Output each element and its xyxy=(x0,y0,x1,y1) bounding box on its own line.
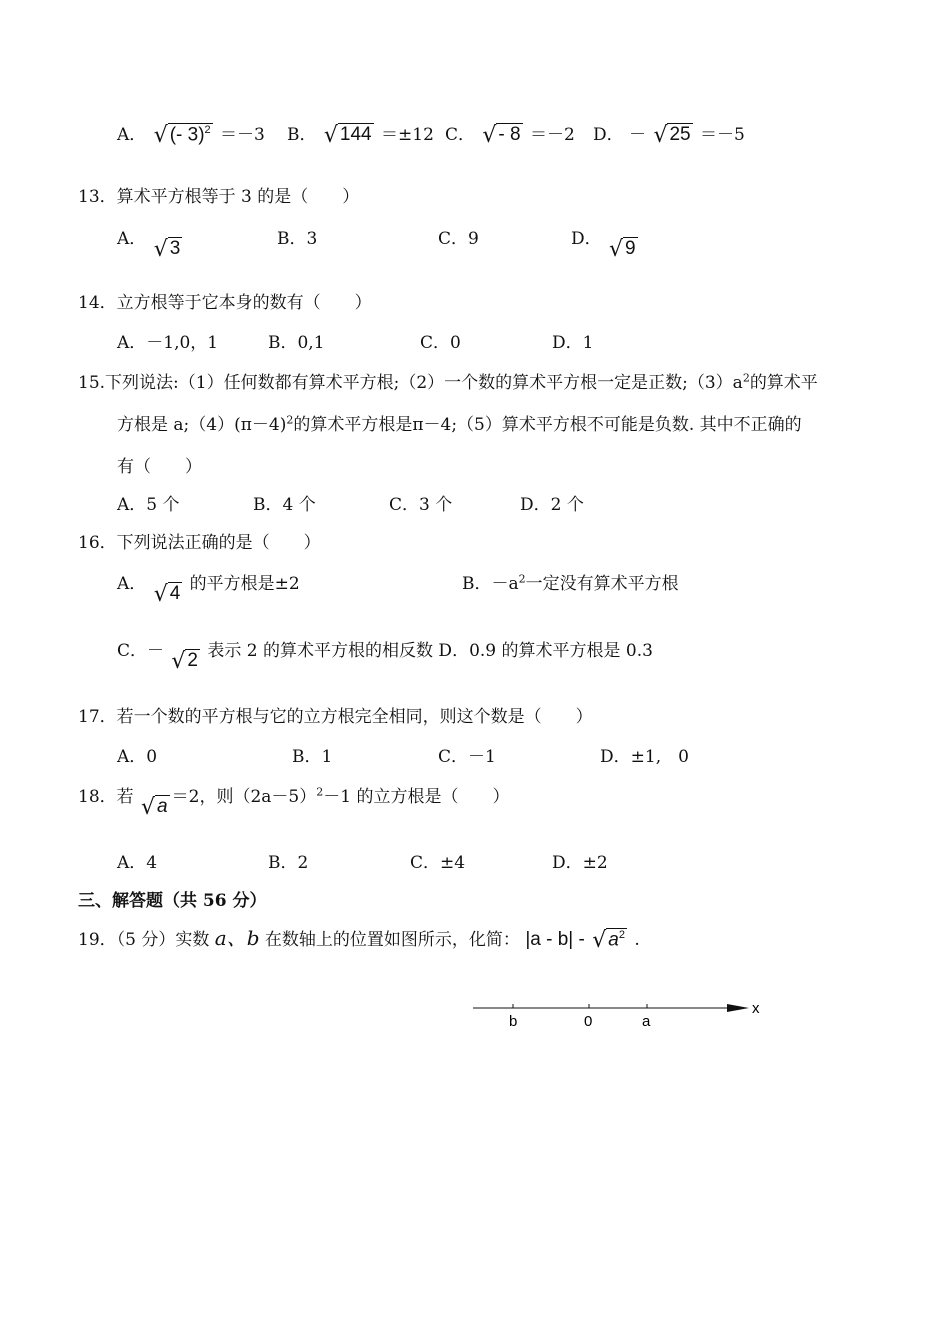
q15-option-a: A．5 个 xyxy=(117,495,180,515)
superscript: 2 xyxy=(742,371,750,385)
q12-options xyxy=(117,120,265,146)
q17-option-a: A．0 xyxy=(117,747,158,767)
question-text: 立方根等于它本身的数有（ ） xyxy=(116,293,372,313)
radicand: 3 xyxy=(169,238,181,259)
q13-option-d-radical xyxy=(609,237,638,260)
q13-option-b: B．3 xyxy=(277,229,318,249)
rest: ＝－5 xyxy=(700,125,745,145)
question-text: 下列说法正确的是（ ） xyxy=(116,533,321,553)
q12-option-a-radical xyxy=(154,123,213,146)
q16-option-a xyxy=(117,569,300,604)
text-end: 的算术平 xyxy=(749,373,818,393)
superscript: 2 xyxy=(518,572,526,586)
q17-option-d: D．±1, 0 xyxy=(600,747,689,767)
q14-stem xyxy=(78,288,372,313)
label-b: b xyxy=(509,1013,518,1030)
q16-option-a-radical xyxy=(154,582,183,605)
q17-option-c: C．－1 xyxy=(438,747,496,767)
q14-option-d: D．1 xyxy=(552,333,594,353)
prefix: 若 xyxy=(116,787,134,807)
q19-stem xyxy=(78,922,640,951)
question-number: 15. xyxy=(78,373,106,393)
question-number: 18． xyxy=(78,787,117,807)
q12-option-a-rest: ＝－3 xyxy=(220,125,265,145)
radicand: 25 xyxy=(669,124,691,145)
exponent: 2 xyxy=(204,123,211,136)
radicand: 9 xyxy=(625,238,636,259)
text: 下列说法:（1）任何数都有算术平方根;（2）一个数的算术平方根一定是正数;（3）a xyxy=(105,373,743,393)
q18-option-a: A．4 xyxy=(117,853,158,873)
radicand: (- 3) xyxy=(169,124,205,145)
label: D． xyxy=(593,125,624,145)
q18-stem xyxy=(78,782,510,817)
q14-option-b: B．0,1 xyxy=(268,333,325,353)
q19-radical xyxy=(592,928,627,951)
superscript: 2 xyxy=(286,413,294,427)
label: C．－ xyxy=(117,641,165,661)
exponent: 2 xyxy=(618,928,625,941)
text: 方根是 a;（4）(π－4) xyxy=(117,415,287,435)
q15-option-b: B．4 个 xyxy=(253,495,316,515)
q16-option-c xyxy=(117,636,653,671)
q18-option-b: B．2 xyxy=(268,853,309,873)
section-title: 三、解答题（共 56 分） xyxy=(78,891,267,911)
q13-stem xyxy=(78,182,359,207)
radicand: a xyxy=(608,929,619,950)
q15-line2 xyxy=(117,410,802,435)
radicand: - 8 xyxy=(498,124,521,145)
q14-option-c: C．0 xyxy=(420,333,461,353)
rest: －1 的立方根是（ ） xyxy=(323,787,510,807)
q15-option-d: D．2 个 xyxy=(520,495,584,515)
prefix: － xyxy=(629,125,647,145)
q18-option-d: D．±2 xyxy=(552,853,608,873)
q13-option-d xyxy=(571,224,640,259)
q12-option-a-label: A． xyxy=(117,125,147,145)
q14-option-a: A．－1,0，1 xyxy=(117,333,219,353)
q13-option-c: C．9 xyxy=(438,229,479,249)
axis-arrow xyxy=(727,1004,749,1012)
period: . xyxy=(634,930,640,950)
question-text: 算术平方根等于 3 的是（ ） xyxy=(116,187,360,207)
label: B． xyxy=(287,125,317,145)
label-x: x xyxy=(752,1000,760,1017)
label-a: a xyxy=(642,1013,651,1030)
q13-option-a xyxy=(117,224,184,259)
q12-option-c-radical xyxy=(482,123,522,146)
rest: 一定没有算术平方根 xyxy=(525,574,679,594)
label: A． xyxy=(117,574,147,594)
question-number: 19． xyxy=(78,930,117,950)
q12-option-d-radical xyxy=(653,123,692,146)
superscript: 2 xyxy=(316,785,324,799)
question-number: 17． xyxy=(78,707,117,727)
question-number: 16． xyxy=(78,533,117,553)
text-continued: 在数轴上的位置如图所示，化简： xyxy=(264,930,520,950)
q12-option-b-radical xyxy=(324,123,374,146)
rest: ＝±12 xyxy=(381,125,434,145)
label: B．－a xyxy=(462,574,519,594)
q12-option-d xyxy=(593,120,745,146)
question-text: 若一个数的平方根与它的立方根完全相同，则这个数是（ ） xyxy=(116,707,593,727)
middle-text: ＝2，则（2a－5） xyxy=(171,787,317,807)
label: D． xyxy=(571,229,602,249)
variables: a、b xyxy=(214,926,260,950)
label-zero: 0 xyxy=(584,1013,593,1030)
text: （5 分）实数 xyxy=(116,930,210,950)
q17-option-b: B．1 xyxy=(292,747,333,767)
q18-radical xyxy=(141,795,170,818)
rest: 表示 2 的算术平方根的相反数 D．0.9 的算术平方根是 0.3 xyxy=(207,641,653,661)
q15-option-c: C．3 个 xyxy=(389,495,453,515)
q16-option-c-radical xyxy=(171,649,200,672)
q16-option-b xyxy=(462,569,679,594)
q16-stem xyxy=(78,528,321,553)
q12-option-b xyxy=(287,120,434,146)
question-number: 13． xyxy=(78,187,117,207)
q15-line3: 有（ ） xyxy=(117,457,202,477)
radicand: 144 xyxy=(339,124,372,145)
q13-option-a-radical xyxy=(154,237,183,260)
number-line xyxy=(465,995,775,1035)
radicand: 2 xyxy=(187,650,198,671)
question-number: 14． xyxy=(78,293,117,313)
label: A． xyxy=(117,229,147,249)
expression: |a - b| - xyxy=(525,929,585,950)
q12-option-c xyxy=(445,120,575,146)
q15-line1 xyxy=(78,368,818,393)
text-end: 的算术平方根是π－4;（5）算术平方根不可能是负数. 其中不正确的 xyxy=(293,415,802,435)
label: C． xyxy=(445,125,476,145)
q18-option-c: C．±4 xyxy=(410,853,466,873)
rest: ＝－2 xyxy=(530,125,575,145)
radicand: 4 xyxy=(169,583,181,604)
rest: 的平方根是±2 xyxy=(189,574,300,594)
q17-stem xyxy=(78,702,593,727)
radicand: a xyxy=(157,796,168,817)
